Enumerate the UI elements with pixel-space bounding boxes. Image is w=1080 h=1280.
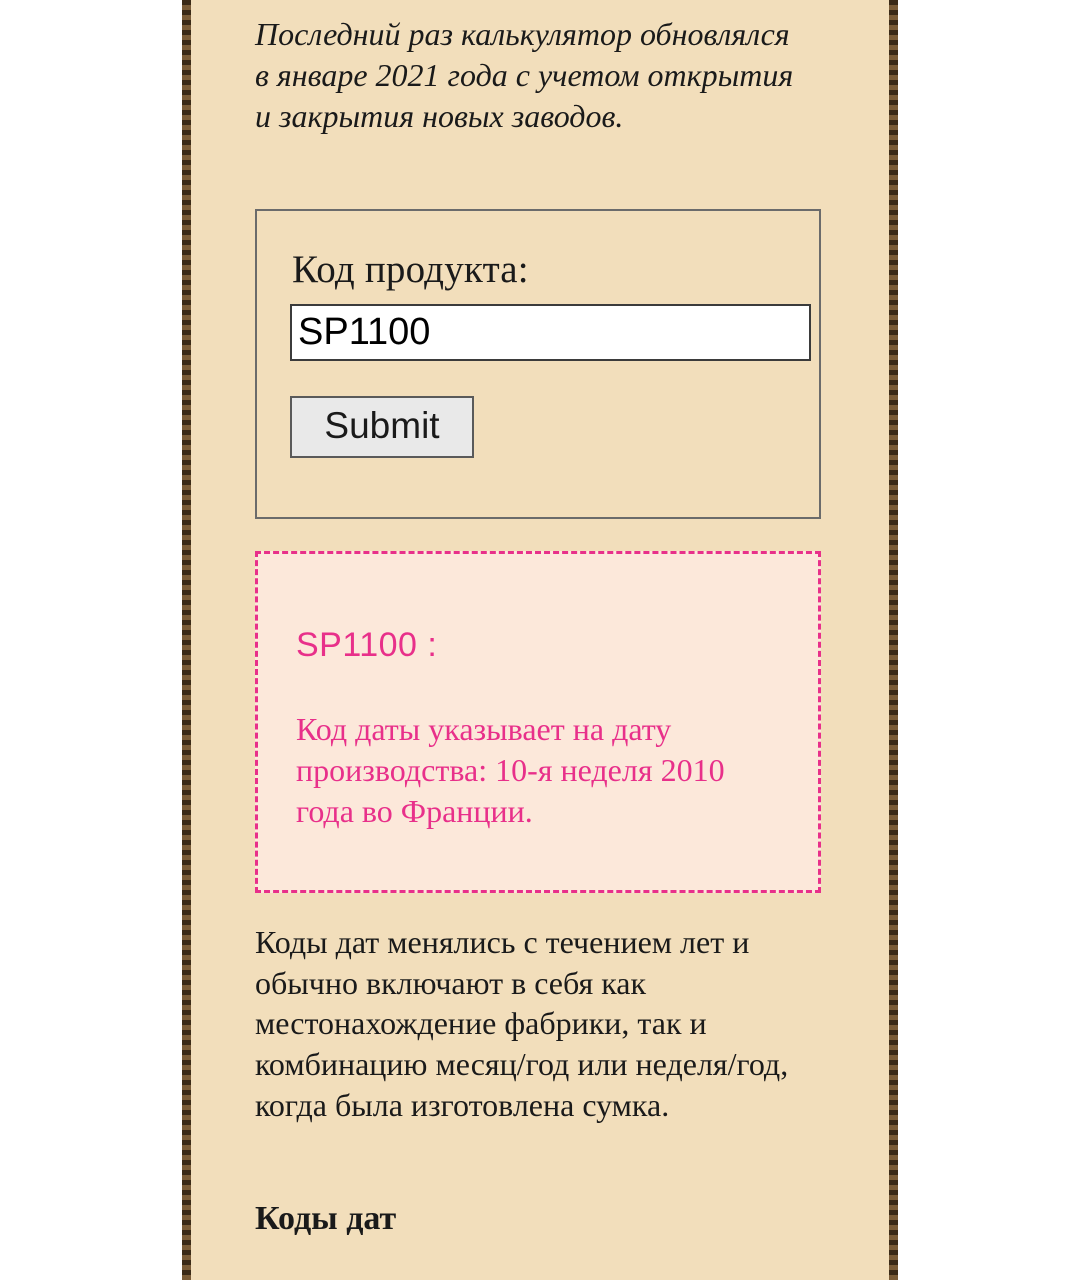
product-code-input[interactable] <box>290 304 811 361</box>
body-paragraph: Коды дат менялись с течением лет и обычно включают в себя как местонахождение фабрики, так и комбинацию месяц/год или неделя/год, когда была изготовлена сумка. <box>255 924 789 1123</box>
result-code-heading: SP1100 : <box>296 626 438 664</box>
intro-paragraph: Последний раз калькулятор обновлялся в январе 2021 года с учетом открытия и закрытия новых заводов. <box>255 16 794 134</box>
product-code-form <box>255 209 821 519</box>
page-border-left <box>182 0 191 1280</box>
page-border-right <box>889 0 898 1280</box>
submit-button[interactable]: Submit <box>290 396 474 458</box>
section-heading-date-codes: Коды дат <box>255 1200 397 1237</box>
result-panel <box>255 551 821 893</box>
product-code-label: Код продукта: <box>292 248 529 291</box>
result-description: Код даты указывает на дату производства: 10-я неделя 2010 года во Франции. <box>296 711 725 829</box>
article-content <box>191 0 889 1280</box>
